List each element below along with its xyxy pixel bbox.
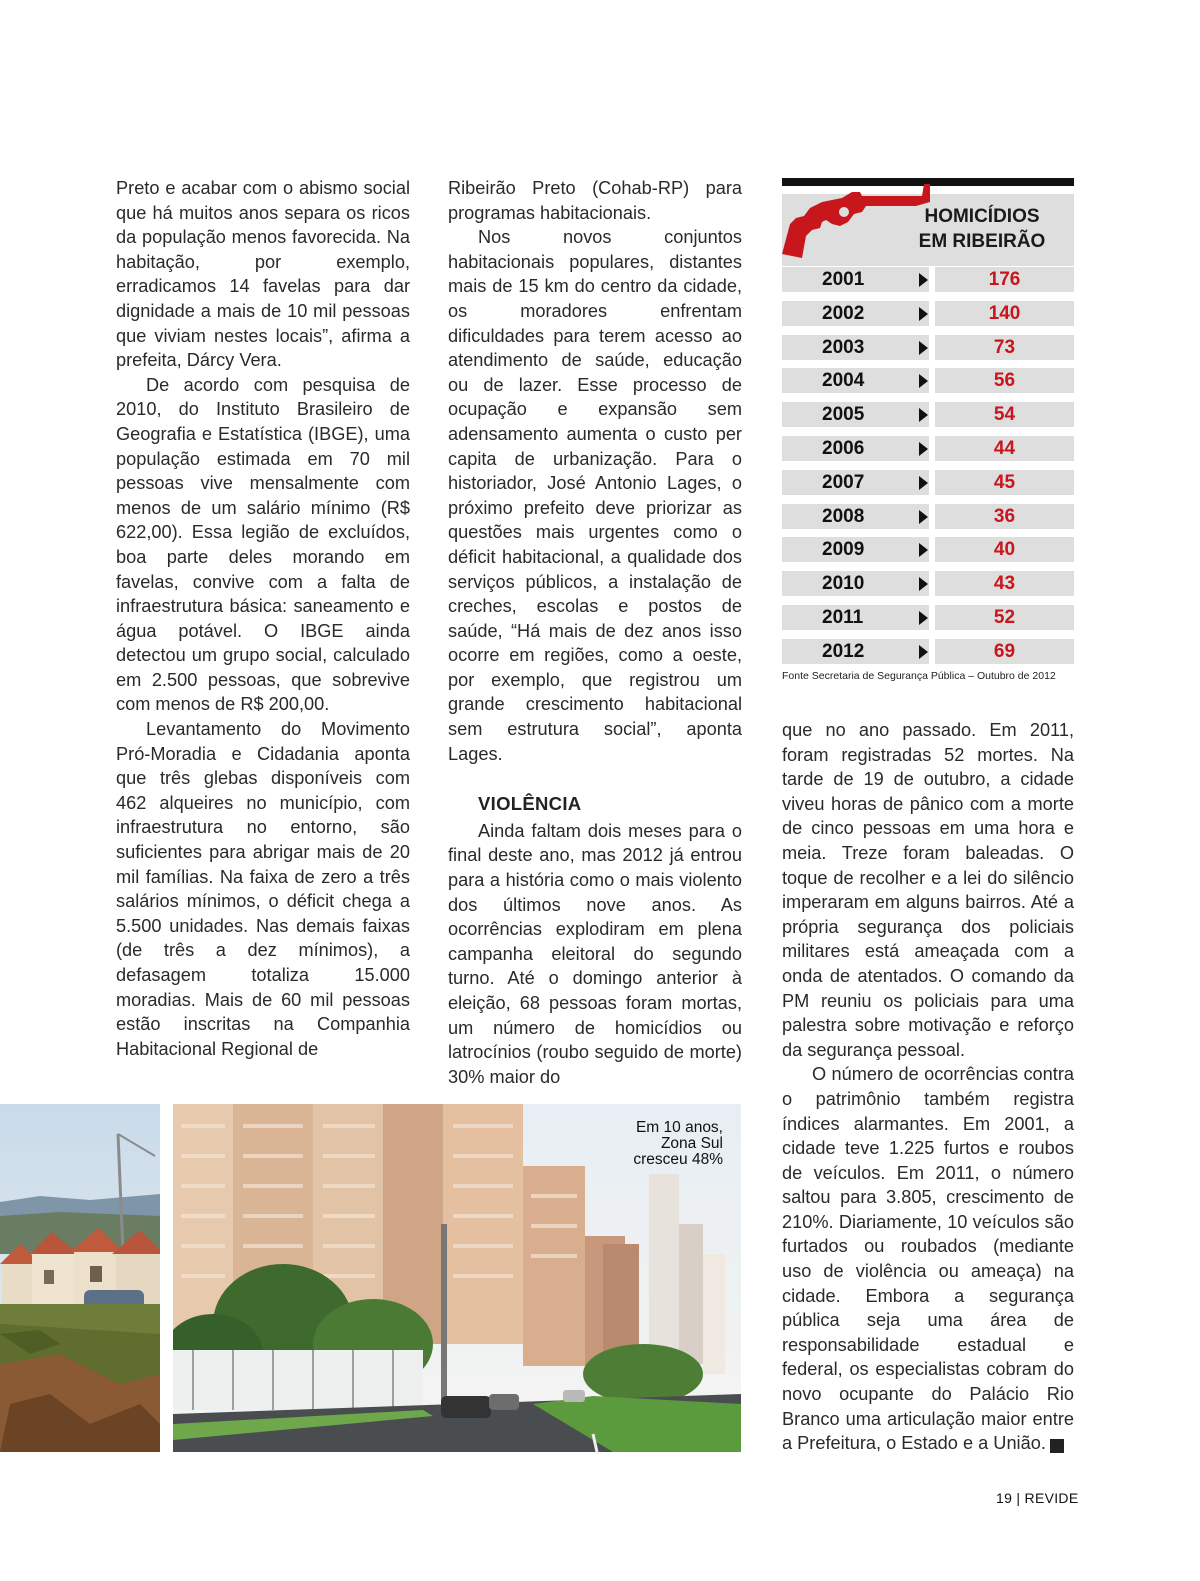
table-row [782,639,1074,664]
article-column-2 [448,176,742,1089]
table-row [782,267,1074,292]
year-label: 2007 [822,471,865,493]
table-row [782,504,1074,529]
paragraph: Ainda faltam dois meses para o final deste ano, mas 2012 já entrou para a história como o mais violento dos últimos nove anos. As ocorrências explodiram em plena campanha eleitoral do segundo turno. Até o domingo anterior à eleição, 68 pessoas foram mortas, um número de homicídios ou latrocínios (roubo seguido de morte) 30% maior do [448,820,742,1087]
year-label: 2002 [822,302,865,324]
year-label: 2008 [822,505,865,527]
table-row [782,436,1074,461]
housing-development-photo [0,1104,160,1452]
homicide-count: 56 [993,370,1016,392]
folio-separator: | [1016,1490,1021,1506]
homicide-count: 52 [993,607,1016,628]
end-mark-icon: r [1050,1439,1064,1453]
paragraph: que no ano passado. Em 2011, foram registradas 52 mortes. Na tarde de 19 de outubro, a cidade viveu horas de pânico com a morte de cinco pessoas em uma hora e meia. Treze foram baleadas. O toque de recolher e a lei do silêncio imperaram em alguns bairros. Até a própria segurança dos policiais militares está ameaçada com a onda de atentados. O comando da PM reuniu os policiais para uma palestra sobre motivação e reforço da segurança pessoal. [782,720,1074,1060]
arrow-right-icon [919,645,928,659]
arrow-right-icon [919,307,928,321]
sidebar-title [890,204,1074,254]
paragraph: Preto e acabar com o abismo social que há muitos anos separa os ricos da população menos favorecida. Na habitação, por exemplo, erradicamos 14 favelas para dar dignidade a mais de 10 mil pessoas que viviam nestes locais”, afirma a prefeita, Dárcy Vera. [116,178,410,371]
year-label: 2005 [822,404,865,426]
homicide-count: 54 [993,404,1016,426]
paragraph [782,1062,1085,1456]
arrow-right-icon [919,476,928,490]
paragraph: De acordo com pesquisa de 2010, do Instituto Brasileiro de Geografia e Estatística (IBGE), uma população estimada em 70 mil pessoas vive mensalmente com menos de um salário mínimo (R$ 622,00). Essa legião de excluídos, boa parte deles morando em favelas, convive com a falta de infraestrutura básica: saneamento e água potável. O IBGE ainda detectou um grupo social, calculado em 2.500 pessoas, que sobrevive com menos de R$ 200,00. [116,374,410,715]
homicide-count: 176 [988,269,1021,290]
article-column-1 [116,176,410,1061]
magazine-name: REVIDE [1024,1490,1079,1506]
sidebar-title-line: HOMICÍDIOS [924,206,1040,227]
high-rise-buildings-photo [173,1104,741,1452]
arrow-right-icon [919,543,928,557]
homicide-count: 69 [993,640,1016,662]
year-label: 2009 [822,539,865,561]
homicide-count: 36 [993,505,1016,527]
table-row [782,470,1074,495]
page-number: 19 [996,1490,1013,1506]
year-label: 2003 [822,336,865,358]
arrow-right-icon [919,577,928,591]
table-row [782,335,1074,360]
homicide-count: 44 [993,438,1016,459]
paragraph-text: O número de ocorrências contra o patrimônio também registra índices alarmantes. Em 2001, a cidade teve 1.225 furtos e roubos de veículos. Em 2011, o número saltou para 3.805, crescimento de 210%. Diariamente, 10 veículos são furtados ou roubados (mediante uso de violência ou ameaça) na cidade. Embora a segurança pública seja uma área de responsabilidade estadual e federal, os especialistas cobram do novo ocupante do Palácio Rio Branco uma articulação maior entre a Prefeitura, o Estado e a União. [782,1064,1074,1454]
photo-caption: Em 10 anos, Zona Sul cresceu 48% [633,1119,723,1168]
year-label: 2012 [822,640,865,662]
homicide-count: 73 [993,336,1016,358]
homicide-count: 43 [993,573,1016,595]
arrow-right-icon [919,510,928,524]
page-folio [996,1490,1078,1506]
year-label: 2001 [822,269,865,290]
year-label: 2011 [822,607,864,628]
arrow-right-icon [919,408,928,422]
year-label: 2006 [822,438,865,459]
article-column-3 [782,718,1085,1456]
arrow-right-icon [919,442,928,456]
homicide-count: 140 [988,302,1021,324]
table-row [782,402,1074,427]
table-row [782,537,1074,562]
homicide-count: 45 [993,471,1016,493]
year-label: 2004 [822,370,865,392]
table-row [782,571,1074,596]
paragraph: Levantamento do Movimento Pró-Moradia e Cidadania aponta que três glebas disponíveis com 462 alqueires no município, com infraestrutura no entorno, são suficientes para abrigar mais de 20 mil famílias. Na faixa de zero a três salários mínimos, o déficit chega a 5.500 unidades. Nas demais faixas (de três a dez mínimos), a defasagem totaliza 15.000 moradias. Mais de 60 mil pessoas estão inscritas na Companhia Habitacional Regional de [116,719,410,1059]
table-row [782,368,1074,393]
paragraph: Ribeirão Preto (Cohab-RP) para programas habitacionais. [448,178,742,223]
year-label: 2010 [822,573,865,595]
table-row [782,605,1074,630]
paragraph: Nos novos conjuntos habitacionais populares, distantes mais de 15 km do centro da cidade, os moradores enfrentam dificuldades para terem acesso ao atendimento de saúde, educação ou de lazer. Esse processo de ocupação e expansão sem adensamento aumenta o custo per capita de urbanização. Para o historiador, José Antonio Lages, o próximo prefeito deve priorizar as questões mais urgentes como o déficit habitacional, a qualidade dos serviços públicos, a instalação de creches, escolas e postos de saúde, “Há mais de dez anos isso ocorre em regiões, como a oeste, por exemplo, que registrou um grande crescimento habitacional sem estrutura social”, aponta Lages. [448,227,742,764]
arrow-right-icon [919,273,928,287]
homicide-count: 40 [993,539,1016,561]
arrow-right-icon [919,374,928,388]
homicides-table [782,178,1074,690]
arrow-right-icon [919,611,928,625]
sidebar-title-line: EM RIBEIRÃO [918,231,1046,252]
arrow-right-icon [919,341,928,355]
table-row [782,301,1074,326]
section-heading: VIOLÊNCIA [478,793,582,815]
table-source: Fonte Secretaria de Segurança Pública – Outubro de 2012 [782,670,1056,682]
